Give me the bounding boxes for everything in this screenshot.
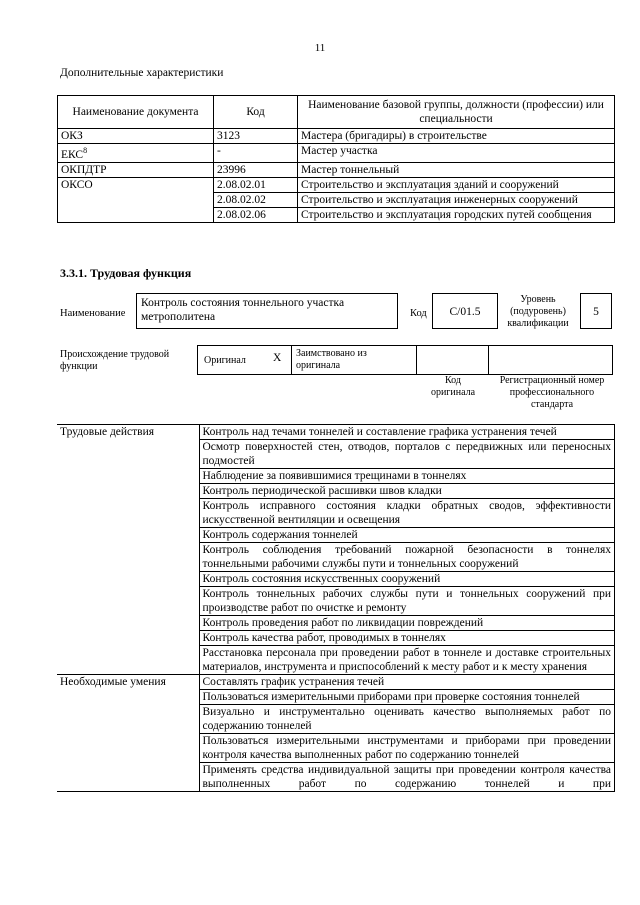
original-mark: X — [273, 352, 282, 364]
document-codes-table — [57, 95, 615, 223]
row-name: Мастера (бригадиры) в строительстве — [298, 129, 615, 144]
borrowed-label: Заимствовано из оригинала — [296, 348, 367, 371]
labor-function-table — [57, 424, 615, 792]
code-label: Код — [410, 308, 427, 319]
labor-action-item: Контроль периодической расшивки швов кладки — [199, 484, 615, 499]
page-number: 11 — [314, 42, 326, 54]
qualification-level-label: Уровень (подуровень) квалификации — [507, 294, 569, 329]
skill-item: Визуально и инструментально оценивать качество выполняемых работ по содержанию тоннелей — [199, 705, 615, 734]
header-doc-name: Наименование документа — [58, 96, 214, 129]
origin-label: Происхождение трудовой функции — [60, 349, 170, 372]
row-name: Мастер тоннельный — [298, 162, 615, 177]
function-name-box: Контроль состояния тоннельного участка метрополитена — [136, 293, 398, 329]
labor-action-item: Контроль качества работ, проводимых в тоннелях — [199, 631, 615, 646]
row-name: Строительство и эксплуатация зданий и сооружений — [298, 177, 615, 192]
row-doc: ЕКС$^8$ — [58, 144, 214, 163]
function-code-box: С/01.5 — [432, 293, 498, 329]
footnote-mark: 8 — [83, 146, 88, 155]
row-code: - — [214, 144, 298, 163]
skill-item: Пользоваться измерительными приборами при проверке состояния тоннелей — [199, 690, 615, 705]
origin-divider — [416, 345, 417, 375]
row-name: Мастер участка — [298, 144, 615, 163]
qualification-level-box: 5 — [580, 293, 612, 329]
labor-action-item: Контроль тоннельных рабочих службы пути и тоннельных сооружений при производстве работ по очистке и ремонту — [199, 587, 615, 616]
row-code: 2.08.02.01 — [214, 177, 298, 192]
skill-item: Применять средства индивидуальной защиты при проведении контроля качества выполненных работ по содержанию тоннелей и при — [199, 763, 615, 792]
labor-action-item: Контроль проведения работ по ликвидации повреждений — [199, 616, 615, 631]
row-code: 23996 — [214, 162, 298, 177]
skill-item: Пользоваться измерительными инструментами и приборами при проведении контроля качества выполненных работ по содержанию тоннелей — [199, 734, 615, 763]
labor-actions-label: Трудовые действия — [57, 425, 199, 675]
row-name: Строительство и эксплуатация инженерных сооружений — [298, 192, 615, 207]
row-code: 2.08.02.02 — [214, 192, 298, 207]
labor-action-item: Контроль состояния искусственных сооружений — [199, 572, 615, 587]
registration-number-caption: Регистрационный номер профессионального стандарта — [499, 375, 605, 410]
name-label: Наименование — [60, 308, 126, 319]
labor-action-item: Контроль над течами тоннелей и составление графика устранения течей — [199, 425, 615, 440]
function-heading: 3.3.1. Трудовая функция — [60, 266, 192, 280]
skill-item: Составлять график устранения течей — [199, 675, 615, 690]
row-code: 3123 — [214, 129, 298, 144]
original-code-caption: Код оригинала — [430, 375, 476, 398]
labor-action-item: Контроль соблюдения требований пожарной безопасности в тоннелях тоннельными рабочими службы пути и тоннельных сооружений — [199, 543, 615, 572]
origin-divider — [291, 345, 292, 375]
row-doc: ОКСО — [58, 177, 214, 222]
row-name: Строительство и эксплуатация городских путей сообщения — [298, 207, 615, 222]
skills-label: Необходимые умения — [57, 675, 199, 792]
additional-characteristics-title: Дополнительные характеристики — [60, 67, 224, 79]
original-label: Оригинал — [204, 355, 246, 366]
labor-action-item: Осмотр поверхностей стен, отводов, порталов с передвижных или переносных подмостей — [199, 440, 615, 469]
row-doc: ОКПДТР — [58, 162, 214, 177]
row-doc: ОКЗ — [58, 129, 214, 144]
origin-divider — [488, 345, 489, 375]
header-group-name: Наименование базовой группы, должности (профессии) или специальности — [298, 96, 615, 129]
labor-action-item: Контроль содержания тоннелей — [199, 528, 615, 543]
labor-action-item: Наблюдение за появившимися трещинами в тоннелях — [199, 469, 615, 484]
labor-action-item: Расстановка персонала при проведении работ в тоннеле и доставке строительных материалов, инструмента и приспособлений к месту работ и к месту хранения — [199, 646, 615, 675]
labor-action-item: Контроль исправного состояния кладки обратных сводов, эффективности искусственной вентиляции и освещения — [199, 499, 615, 528]
row-code: 2.08.02.06 — [214, 207, 298, 222]
header-code: Код — [214, 96, 298, 129]
